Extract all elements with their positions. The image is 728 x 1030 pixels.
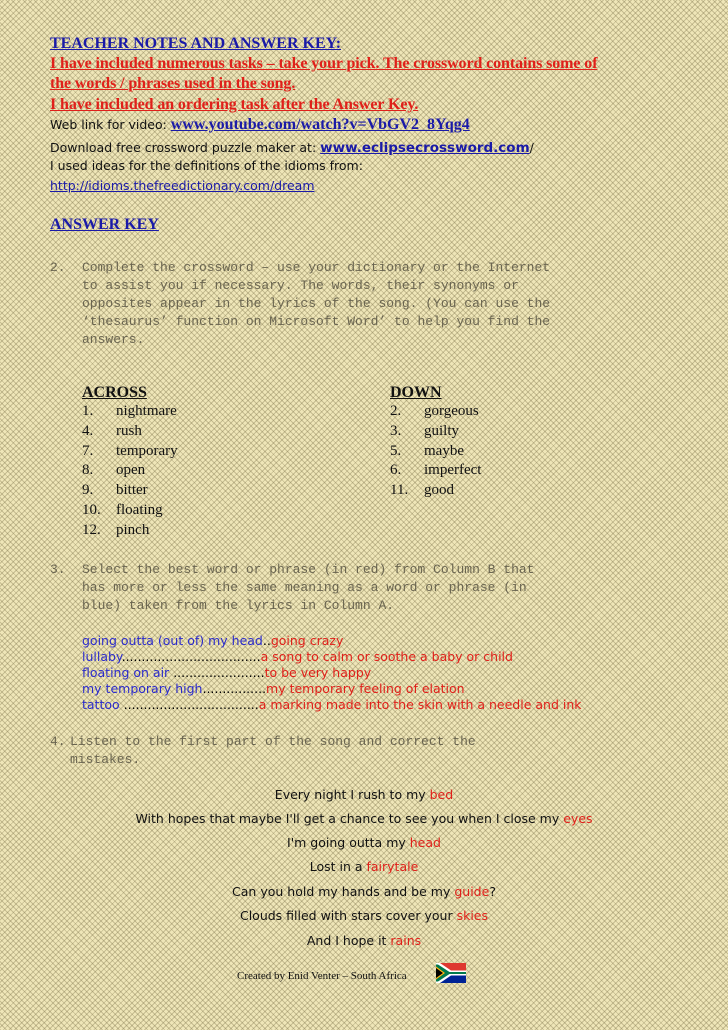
across-answer: 1. nightmare	[82, 403, 177, 419]
teacher-note-line-2: the words / phrases used in the song.	[50, 75, 296, 92]
idioms-source-link[interactable]: http://idioms.thefreedictionary.com/dream	[50, 178, 315, 193]
down-answer: 6. imperfect	[390, 462, 482, 478]
lyric-line: Lost in a fairytale	[309, 859, 419, 874]
task2-line-3: opposites appear in the lyrics of the song. (You can use the	[82, 296, 551, 311]
match-pair: going outta (out of) my head..going crazy	[82, 633, 344, 648]
footer-credit: Created by Enid Venter – South Africa	[237, 970, 407, 982]
across-answer: 9. bitter	[82, 482, 148, 498]
task3-line-1: Select the best word or phrase (in red) from Column B that	[82, 562, 535, 577]
task2-line-5: answers.	[82, 332, 145, 347]
across-answer: 12. pinch	[82, 522, 150, 538]
task4-line-1: Listen to the first part of the song and correct the	[70, 734, 476, 749]
down-answer: 2. gorgeous	[390, 403, 479, 419]
task3-line-3: blue) taken from the lyrics in Column A.	[82, 598, 395, 613]
teacher-note-line-1: I have included numerous tasks – take your pick. The crossword contains some of	[50, 55, 598, 72]
down-answer: 11. good	[390, 482, 454, 498]
puzzle-maker-link[interactable]: www.eclipsecrossword.com	[320, 140, 530, 156]
across-answer: 8. open	[82, 462, 146, 478]
match-pair: tattoo ..................................a marking made into the skin with a needle and ink	[82, 697, 582, 712]
video-link-line	[50, 116, 470, 134]
lyric-line: Can you hold my hands and be my guide?	[232, 884, 496, 899]
match-pair: my temporary high................my temporary feeling of elation	[82, 681, 465, 696]
task4-line-2: mistakes.	[70, 752, 141, 767]
match-pair: floating on air .......................to be very happy	[82, 665, 372, 680]
task2-line-2: to assist you if necessary. The words, their synonyms or	[82, 278, 519, 293]
lyric-line: And I hope it rains	[306, 933, 422, 948]
lyric-line: With hopes that maybe I'll get a chance to see you when I close my eyes	[135, 811, 593, 826]
down-answer: 3. guilty	[390, 423, 460, 439]
video-link-label: Web link for video:	[50, 117, 171, 132]
lyric-line: Every night I rush to my bed	[274, 787, 454, 802]
idioms-source-label: I used ideas for the definitions of the idioms from:	[50, 158, 363, 173]
south-africa-flag-icon	[436, 963, 466, 983]
down-answer: 5. maybe	[390, 443, 464, 459]
task2-number: 2.	[50, 260, 66, 275]
lyric-line: Clouds filled with stars cover your skies	[239, 908, 489, 923]
page-title: TEACHER NOTES AND ANSWER KEY:	[50, 35, 342, 52]
task2-line-1: Complete the crossword – use your dictionary or the Internet	[82, 260, 551, 275]
down-heading: DOWN	[390, 384, 442, 401]
puzzle-maker-line	[50, 140, 534, 156]
match-pair: lullaby...................................a song to calm or soothe a baby or child	[82, 649, 513, 664]
puzzle-maker-label: Download free crossword puzzle maker at:	[50, 140, 321, 155]
task2-line-4: ‘thesaurus’ function on Microsoft Word’ to help you find the	[82, 314, 551, 329]
across-answer: 4. rush	[82, 423, 142, 439]
puzzle-maker-suffix: /	[529, 140, 534, 155]
across-heading: ACROSS	[82, 384, 147, 401]
across-answer: 7. temporary	[82, 443, 178, 459]
across-answer: 10. floating	[82, 502, 163, 518]
task4-number: 4.	[50, 734, 66, 749]
video-link[interactable]: www.youtube.com/watch?v=VbGV2_8Yqg4	[170, 116, 470, 133]
answer-key-heading: ANSWER KEY	[50, 216, 159, 233]
task3-line-2: has more or less the same meaning as a word or phrase (in	[82, 580, 527, 595]
task3-number: 3.	[50, 562, 66, 577]
lyric-line: I'm going outta my head	[287, 835, 441, 850]
teacher-note-line-3: I have included an ordering task after the Answer Key.	[50, 96, 419, 113]
